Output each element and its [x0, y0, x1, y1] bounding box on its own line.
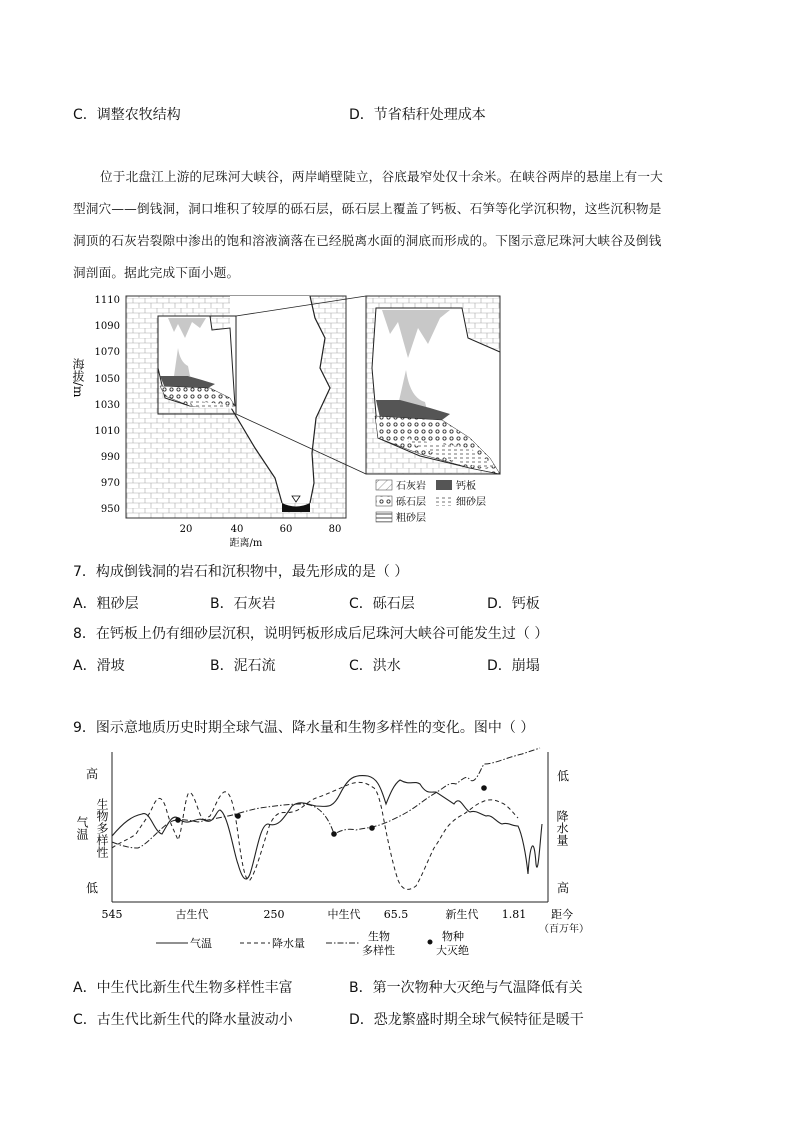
fig2-left-label-bio: 生物多样性: [95, 798, 109, 858]
fig1-ytick: 1030: [94, 400, 120, 411]
precipitation-line: [112, 782, 518, 889]
fig2-xtick: 65.5: [383, 908, 409, 921]
q8-option-c: C．洪水: [349, 658, 401, 674]
legend-temp: 气温: [190, 937, 212, 950]
passage-line-2: 型洞穴——倒钱洞，洞口堆积了较厚的砾石层，砾石层上覆盖了钙板、石笋等化学沉积物，这些沉积物是: [73, 201, 662, 216]
fig1-ytick: 990: [100, 452, 120, 463]
q9-option-b: B．第一次物种大灭绝与气温降低有关: [349, 980, 583, 996]
fig2-era-cenozoic: 新生代: [445, 908, 479, 921]
q8-option-b: B．泥石流: [210, 658, 276, 674]
passage-line-1: 位于北盘江上游的尼珠河大峡谷，两岸峭壁陡立，谷底最窄处仅十余米。在峡谷两岸的悬崖上有一大: [100, 169, 663, 184]
fig2-left-low: 低: [86, 881, 99, 895]
fig1-ytick: 970: [100, 478, 120, 489]
fig1-xtick: 40: [230, 524, 244, 535]
q7-option-c: C．砾石层: [349, 596, 415, 612]
legend-coarse: 粗砂层: [396, 513, 426, 524]
legend-ext-b: 大灭绝: [436, 944, 469, 957]
q7-option-a: A．粗砂层: [73, 596, 139, 612]
legend-gravel: 砾石层: [396, 497, 426, 508]
extinction-dot: [331, 831, 337, 837]
fig1-ylabel: 海拔/m: [71, 358, 85, 398]
fig2-right-bottom: 高: [557, 881, 570, 895]
temperature-line: [112, 776, 542, 879]
canyon-cave-figure: [70, 288, 510, 550]
legend-limestone: 石灰岩: [396, 481, 426, 492]
q7-stem: 7．构成倒钱洞的岩石和沉积物中，最先形成的是（ ）: [73, 564, 409, 580]
legend-fine: 细砂层: [456, 497, 486, 508]
fig2-xtick: 250: [263, 908, 285, 921]
q9-stem: 9．图示意地质历史时期全球气温、降水量和生物多样性的变化。图中（ ）: [73, 720, 535, 736]
q9-option-a: A．中生代比新生代生物多样性丰富: [73, 980, 293, 996]
fig2-x-unit-a: 距今: [551, 908, 573, 921]
fig2-era-mesozoic: 中生代: [327, 908, 361, 921]
legend-precip: 降水量: [272, 937, 305, 950]
legend-ext-a: 物种: [442, 930, 464, 943]
fig2-left-label-temp: 气温: [75, 816, 89, 840]
fig1-xlabel: 距离/m: [229, 538, 263, 549]
fig1-ytick: 1050: [94, 374, 120, 385]
q7-option-b: B．石灰岩: [210, 596, 276, 612]
extinction-dot: [369, 825, 375, 831]
fig2-right-label: 降水量: [555, 810, 569, 846]
fig2-era-paleozoic: 古生代: [175, 908, 209, 921]
fig1-xtick: 80: [328, 524, 342, 535]
fig2-right-top: 低: [557, 769, 570, 783]
fig1-ytick: 1090: [94, 321, 120, 332]
q9-option-d: D．恐龙繁盛时期全球气候特征是暖干: [349, 1012, 584, 1028]
extinction-dot: [175, 817, 181, 823]
biodiversity-line: [112, 748, 540, 848]
q9-option-c: C．古生代比新生代的降水量波动小: [73, 1012, 293, 1028]
fig2-left-high: 高: [86, 767, 99, 781]
q8-option-a: A．滑坡: [73, 658, 125, 674]
q6-option-c: C．调整农牧结构: [73, 107, 181, 123]
fig1-ytick: 1070: [94, 347, 120, 358]
geologic-history-figure: [75, 744, 598, 962]
passage-line-3: 洞顶的石灰岩裂隙中渗出的饱和溶液滴落在已经脱离水面的洞底而形成的。下图示意尼珠河大峡谷及倒钱: [73, 233, 662, 248]
legend-bio-a: 生物: [368, 930, 390, 943]
fig1-ytick: 950: [100, 504, 120, 515]
extinction-dot: [235, 813, 241, 819]
fig2-xtick: 1.81: [501, 908, 527, 921]
extinction-dot: [481, 785, 487, 791]
fig2-x-unit-b: （百万年）: [539, 924, 589, 935]
fig1-xtick: 60: [279, 524, 293, 535]
q8-stem: 8．在钙板上仍有细砂层沉积，说明钙板形成后尼珠河大峡谷可能发生过（ ）: [73, 626, 549, 642]
q7-option-d: D．钙板: [487, 596, 540, 612]
fig1-xtick: 20: [179, 524, 193, 535]
q8-option-d: D．崩塌: [487, 658, 540, 674]
legend-bio-b: 多样性: [362, 944, 395, 957]
fig1-ytick: 1010: [94, 426, 120, 437]
legend-calcium: 钙板: [456, 481, 476, 492]
q6-option-d: D．节省秸秆处理成本: [349, 107, 486, 123]
passage-line-4: 洞剖面。据此完成下面小题。: [73, 265, 240, 280]
fig1-ytick: 1110: [94, 295, 120, 306]
fig2-xtick: 545: [101, 908, 123, 921]
